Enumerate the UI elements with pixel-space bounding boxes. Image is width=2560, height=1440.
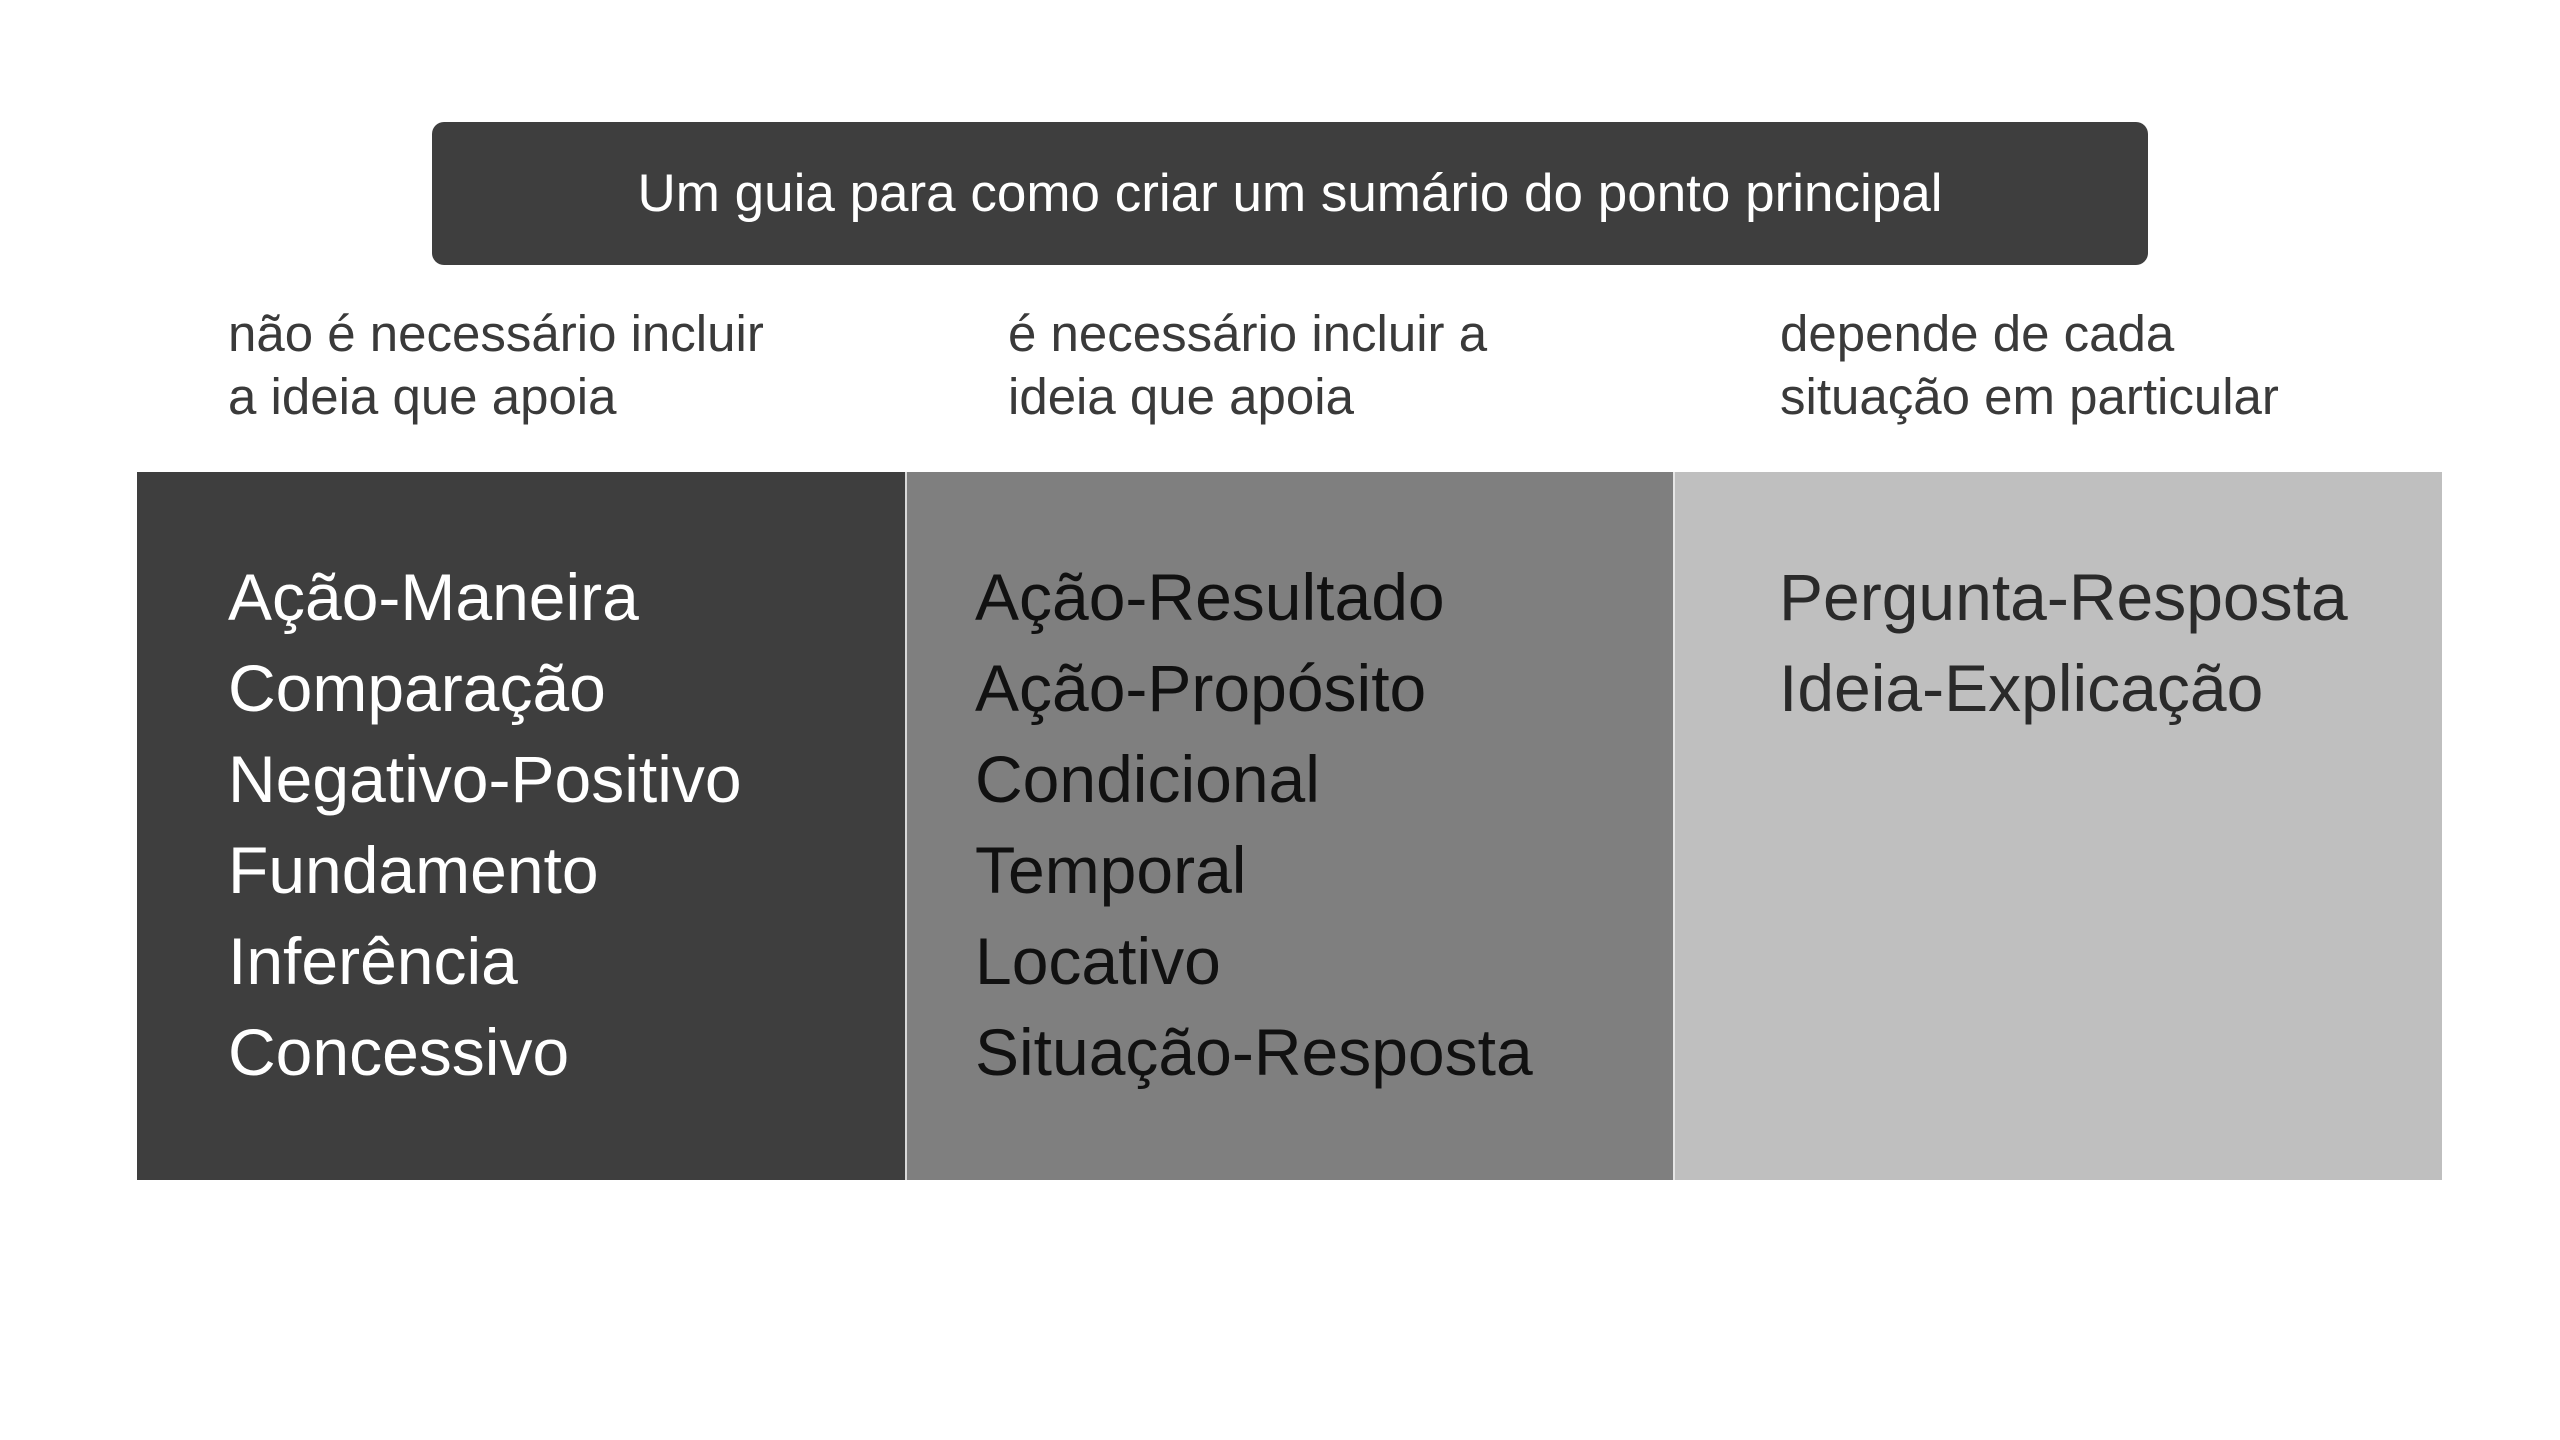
list-item: Inferência (228, 924, 518, 998)
column-heading-not-required: não é necessário incluir a ideia que apoia (228, 305, 764, 425)
item-list-depends (1779, 552, 2348, 734)
category-panels (137, 472, 2442, 1180)
list-item: Ação-Maneira (228, 560, 639, 634)
list-item: Negativo-Positivo (228, 742, 742, 816)
list-item: Situação-Resposta (975, 1015, 1533, 1089)
list-item: Ação-Propósito (975, 651, 1427, 725)
item-list-not-required (228, 552, 742, 1098)
column-heading-required: é necessário incluir a ideia que apoia (1008, 305, 1488, 425)
column-heading-depends: depende de cada situação em particular (1780, 305, 2279, 425)
list-item: Locativo (975, 924, 1221, 998)
list-item: Condicional (975, 742, 1320, 816)
panel-not-required (137, 472, 905, 1180)
title-bar (432, 122, 2148, 265)
list-item: Ação-Resultado (975, 560, 1445, 634)
list-item: Comparação (228, 651, 606, 725)
list-item: Temporal (975, 833, 1247, 907)
panel-required (905, 472, 1673, 1180)
list-item: Pergunta-Resposta (1779, 560, 2348, 634)
list-item: Fundamento (228, 833, 599, 907)
panel-depends (1673, 472, 2442, 1180)
list-item: Ideia-Explicação (1779, 651, 2264, 725)
list-item: Concessivo (228, 1015, 570, 1089)
item-list-required (975, 552, 1533, 1098)
page-title: Um guia para como criar um sumário do ponto principal (637, 164, 1943, 223)
